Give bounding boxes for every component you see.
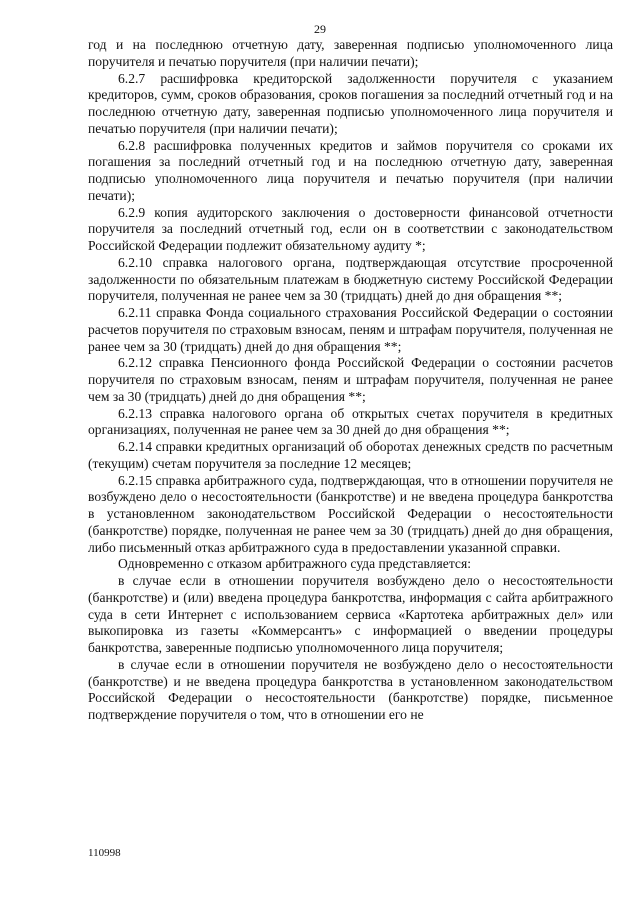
paragraph-6-2-13: 6.2.13 справка налогового органа об открытых счетах поручителя в кредитных организациях, полученная не ранее чем за 30 дней до дня обращения **; (88, 405, 613, 438)
paragraph-additionally: Одновременно с отказом арбитражного суда представляется: (118, 556, 471, 572)
paragraph-6-2-8: 6.2.8 расшифровка полученных кредитов и займов поручителя со сроками их погашения за последний отчетный год и на последнюю отчетную дату, заверенная подписью уполномоченного лица поручителя и печатью поручителя (при наличии печати); (88, 137, 613, 203)
paragraph-6-2-14: 6.2.14 справки кредитных организаций об оборотах денежных средств по расчетным (текущим) счетам поручителя за последние 12 месяцев; (88, 439, 613, 471)
document-code: 110998 (88, 847, 121, 859)
paragraph-case-bankruptcy: в случае если в отношении поручителя возбуждено дело о несостоятельности (банкротстве) и (или) введена процедура банкротства, информация с сайта арбитражного суда в сети Интернет с использованием сервиса «Картотека арбитражных дел» или выкопировка из газеты «Коммерсантъ» с информацией о введении процедуры банкротства, заверенные подписью уполномоченного лица поручителя; (88, 573, 613, 655)
paragraph-6-2-12: 6.2.12 справка Пенсионного фонда Российской Федерации о состоянии расчетов поручителя по страховым взносам, пеням и штрафам поручителя, полученная не ранее чем за 30 (тридцать) дней до дня обращения **; (88, 355, 613, 404)
paragraph-6-2-10: 6.2.10 справка налогового органа, подтверждающая отсутствие просроченной задолженности по обязательным платежам в бюджетную систему Российской Федерации поручителя, полученная не ранее чем за 30 (тридцать) дней до дня обращения **; (88, 254, 613, 304)
paragraph-continuation: год и на последнюю отчетную дату, заверенная подписью уполномоченного лица поручителя и печатью поручителя (при наличии печати); (88, 37, 613, 69)
paragraph-6-2-11: 6.2.11 справка Фонда социального страхования Российской Федерации о состоянии расчетов поручителя по страховым взносам, пеням и штрафам поручителя, полученная не ранее чем за 30 (тридцать) дней до дня обращения **; (88, 305, 613, 354)
document-body (88, 37, 613, 724)
paragraph-case-no-bankruptcy: в случае если в отношении поручителя не возбуждено дело о несостоятельности (банкротстве) и не введена процедура банкротства в установленном законодательством Российской Федерации о несостоятельности (банкротстве) порядке, письменное подтверждение поручителя о том, что в отношении его не (88, 656, 613, 722)
page-number: 29 (314, 22, 326, 36)
paragraph-6-2-9: 6.2.9 копия аудиторского заключения о достоверности финансовой отчетности поручителя за последний отчетный год, если он в соответствии с законодательством Российской Федерации подлежит обязательному аудиту *; (88, 204, 613, 253)
paragraph-6-2-7: 6.2.7 расшифровка кредиторской задолженности поручителя с указанием кредиторов, сумм, сроков образования, сроков погашения за последний отчетный год и на последнюю отчетную дату, заверенная подписью уполномоченного лица поручителя и печатью поручителя (при наличии печати); (88, 70, 613, 136)
paragraph-6-2-15: 6.2.15 справка арбитражного суда, подтверждающая, что в отношении поручителя не возбуждено дело о несостоятельности (банкротстве) и не введена процедура банкротства в установленном законодательством Российской Федерации о несостоятельности (банкротстве) порядке, полученная не ранее чем за 30 (тридцать) дней до дня обращения, либо письменный отказ арбитражного суда в предоставлении указанной справки. (88, 472, 613, 555)
